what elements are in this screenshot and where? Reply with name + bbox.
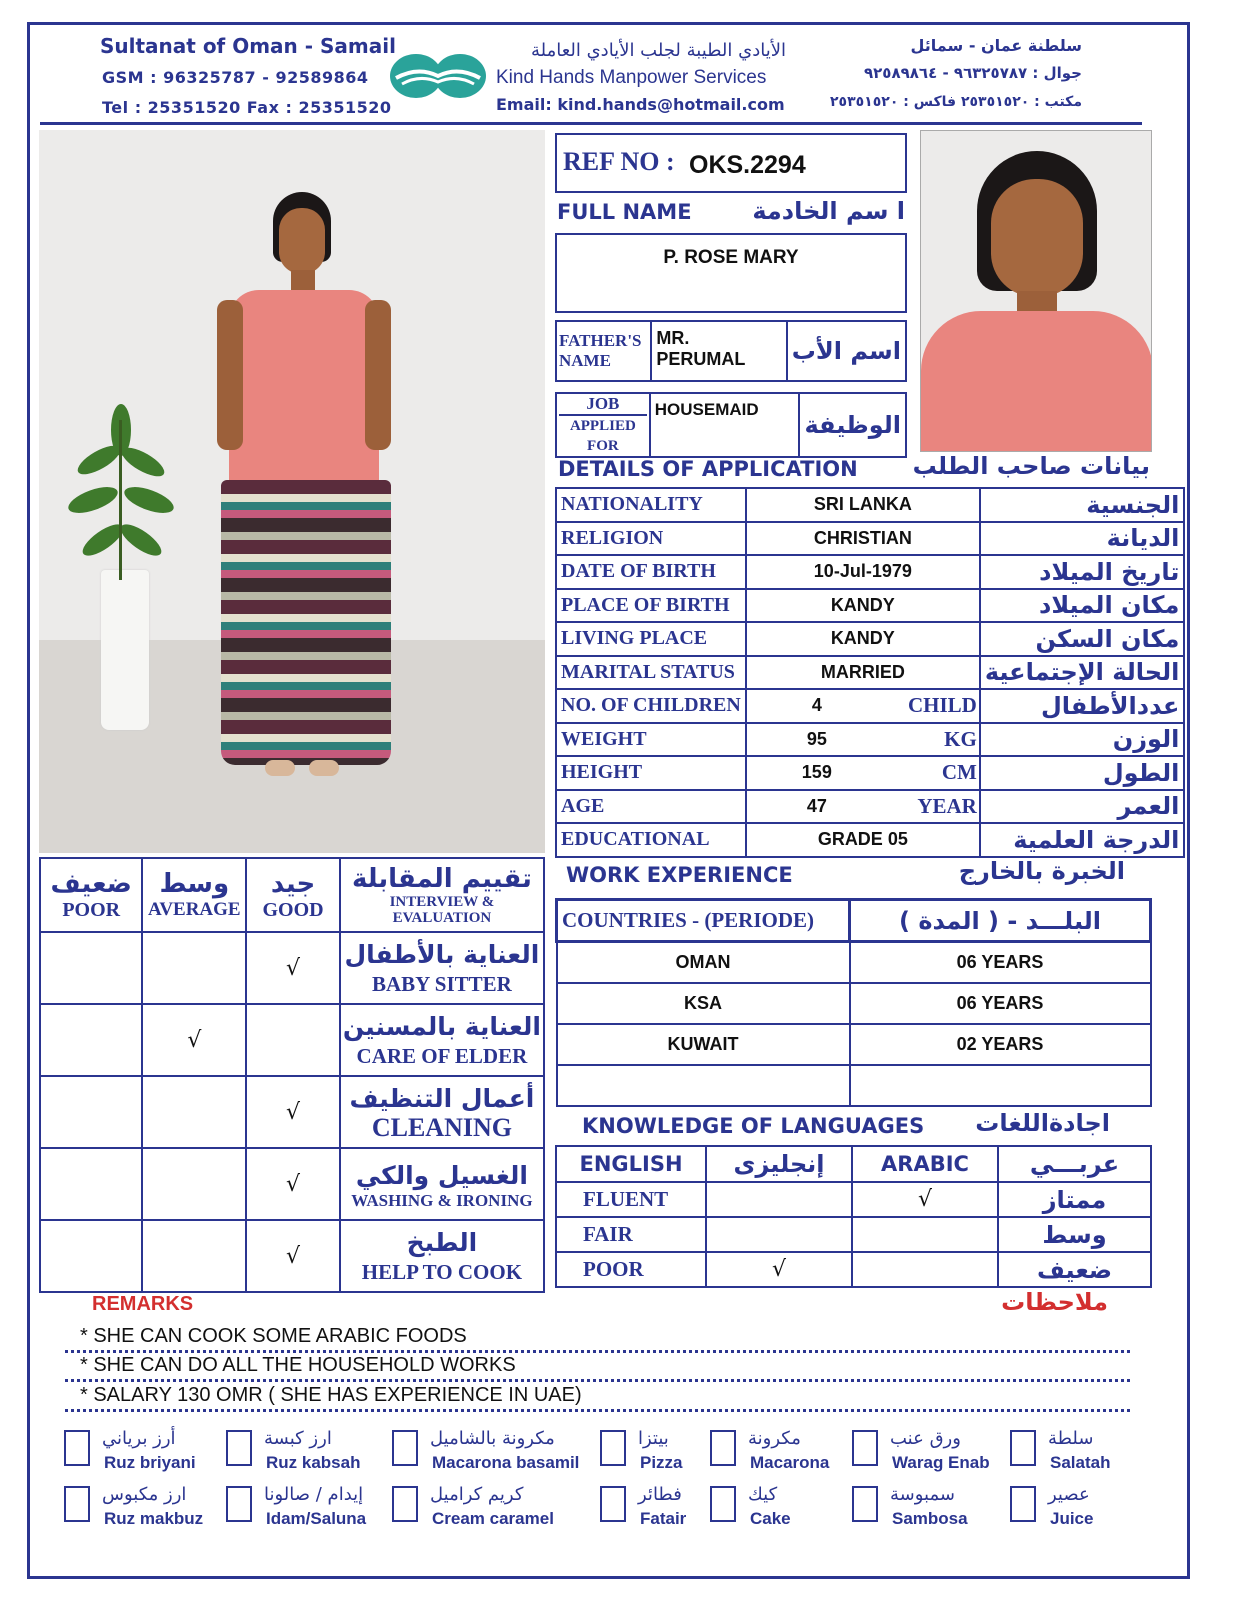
remark-divider [65, 1350, 1130, 1353]
eval-skill [340, 932, 544, 1004]
lang-arabic-mark: √ [852, 1182, 998, 1217]
work-period: 02 YEARS [850, 1024, 1151, 1065]
details-row [556, 555, 1184, 589]
remarks-label-ar: ملاحظات [1001, 1288, 1108, 1316]
details-value: GRADE 05 [746, 823, 980, 857]
kind-hands-logo [388, 52, 488, 100]
details-label-ar: تاريخ الميلاد [980, 555, 1185, 589]
food-checkbox[interactable] [1010, 1430, 1036, 1466]
details-unit: CM [941, 760, 977, 785]
details-label: HEIGHT [556, 756, 746, 790]
evaluation-table [39, 857, 545, 1293]
header-email: Email: kind.hands@hotmail.com [496, 95, 785, 114]
food-checkbox[interactable] [600, 1430, 626, 1466]
eval-poor-mark [40, 1148, 142, 1220]
lang-arabic-ar: عربـــي [998, 1146, 1151, 1182]
details-row [556, 756, 1184, 790]
portrait-photo [920, 130, 1152, 452]
languages-title-ar: اجادةاللغات [975, 1109, 1110, 1137]
eval-skill-ar: أعمال التنظيف [349, 1084, 535, 1113]
eval-poor-mark [40, 932, 142, 1004]
food-checkbox[interactable] [600, 1486, 626, 1522]
details-label: WEIGHT [556, 723, 746, 757]
food-name-ar: كيك [748, 1484, 778, 1505]
lang-level-ar: ضعيف [998, 1252, 1151, 1287]
evaluation-row [40, 1148, 544, 1220]
food-checkbox[interactable] [852, 1430, 878, 1466]
father-table [555, 320, 907, 382]
job-label-ar: الوظيفة [799, 393, 906, 457]
full-body-photo [39, 130, 545, 853]
details-label: RELIGION [556, 522, 746, 556]
food-name-ar: مكرونة [748, 1428, 801, 1449]
languages-header-row [556, 1146, 1151, 1182]
eval-skill-en: BABY SITTER [371, 972, 512, 996]
details-value: 47 [806, 795, 827, 816]
details-label: EDUCATIONAL [556, 823, 746, 857]
food-name-en: Juice [1050, 1509, 1094, 1528]
details-row [556, 656, 1184, 690]
work-row [557, 942, 1151, 983]
details-row [556, 522, 1184, 556]
details-value: MARRIED [746, 656, 980, 690]
food-checkbox[interactable] [392, 1486, 418, 1522]
food-name-en: Macarona basamil [432, 1453, 580, 1472]
eval-good-mark: √ [246, 932, 340, 1004]
work-country: KSA [557, 983, 850, 1024]
work-col-en: COUNTRIES - (PERIODE) [557, 900, 850, 942]
header-en-title: Sultanat of Oman - Samail [100, 34, 396, 58]
remark-line: * SALARY 130 OMR ( SHE HAS EXPERIENCE IN UAE) [80, 1384, 582, 1406]
remark-divider [65, 1409, 1130, 1412]
header-divider [40, 122, 1142, 125]
details-label-ar: الوزن [980, 723, 1185, 757]
lang-english-mark [706, 1182, 852, 1217]
food-name-en: Macarona [750, 1453, 830, 1472]
food-checkbox[interactable] [64, 1430, 90, 1466]
food-name-ar: ارز كبسة [264, 1428, 332, 1449]
food-name-en: Ruz kabsah [266, 1453, 361, 1472]
food-checkbox[interactable] [710, 1486, 736, 1522]
header-ar-title: سلطنة عمان - سمائل [910, 36, 1082, 55]
eval-skill-en: WASHING & IRONING [351, 1190, 533, 1210]
lang-level-ar: وسط [998, 1217, 1151, 1252]
food-name-en: Ruz briyani [104, 1453, 196, 1472]
food-name-ar: مكرونة بالشاميل [430, 1428, 555, 1449]
food-name-ar: بيتزا [638, 1428, 669, 1449]
food-name-ar: ارز مكبوس [102, 1484, 187, 1505]
languages-table [555, 1145, 1152, 1288]
father-label: FATHER'S NAME [556, 321, 651, 381]
details-value-cell [746, 689, 980, 723]
work-period: 06 YEARS [850, 983, 1151, 1024]
details-row [556, 689, 1184, 723]
details-label-ar: الدرجة العلمية [980, 823, 1185, 857]
details-row [556, 488, 1184, 522]
details-value: 10-Jul-1979 [746, 555, 980, 589]
details-label: DATE OF BIRTH [556, 555, 746, 589]
eval-header-average: وسط AVERAGE [142, 858, 246, 932]
eval-good-mark: √ [246, 1220, 340, 1292]
details-label: MARITAL STATUS [556, 656, 746, 690]
eval-poor-mark [40, 1220, 142, 1292]
header-tel: Tel : 25351520 Fax : 25351520 [102, 98, 392, 117]
evaluation-row [40, 1076, 544, 1148]
details-value: CHRISTIAN [746, 522, 980, 556]
food-name-ar: سمبوسة [890, 1484, 955, 1505]
eval-header-good: جيد GOOD [246, 858, 340, 932]
languages-title: KNOWLEDGE OF LANGUAGES [582, 1114, 925, 1138]
details-label: NATIONALITY [556, 488, 746, 522]
evaluation-header-row [40, 858, 544, 932]
work-period [850, 1065, 1151, 1106]
work-period: 06 YEARS [850, 942, 1151, 983]
full-name-label: FULL NAME [557, 200, 692, 224]
details-value-cell [746, 723, 980, 757]
food-checkbox[interactable] [710, 1430, 736, 1466]
details-label-ar: العمر [980, 790, 1185, 824]
header-gsm: GSM : 96325787 - 92589864 [102, 68, 369, 87]
work-title: WORK EXPERIENCE [566, 863, 793, 887]
details-label-ar: مكان السكن [980, 622, 1185, 656]
food-name-en: Warag Enab [892, 1453, 990, 1472]
eval-skill-ar: العناية بالمسنين [342, 1012, 541, 1041]
header-ar-tel: مكتب : ٢٥٣٥١٥٢٠ فاكس : ٢٥٣٥١٥٢٠ [830, 94, 1082, 110]
eval-average-mark [142, 1148, 246, 1220]
details-value-cell [746, 790, 980, 824]
lang-english-mark [706, 1217, 852, 1252]
work-title-ar: الخبرة بالخارج [958, 857, 1125, 885]
remarks-label: REMARKS [92, 1293, 194, 1315]
lang-level: POOR [556, 1252, 706, 1287]
eval-average-mark [142, 1220, 246, 1292]
ref-value: OKS.2294 [689, 151, 806, 179]
food-name-ar: أرز برياني [102, 1428, 176, 1449]
details-table [555, 487, 1185, 858]
lang-level-ar: ممتاز [998, 1182, 1151, 1217]
lang-level: FAIR [556, 1217, 706, 1252]
language-row [556, 1252, 1151, 1287]
father-label-ar: اسم الأب [787, 321, 906, 381]
details-value: 95 [806, 728, 827, 749]
food-name-en: Cream caramel [432, 1509, 554, 1528]
details-label: PLACE OF BIRTH [556, 589, 746, 623]
food-name-ar: كريم كراميل [430, 1484, 524, 1505]
food-name-ar: فطائر [638, 1484, 682, 1505]
evaluation-row [40, 932, 544, 1004]
eval-average-mark [142, 932, 246, 1004]
food-name-en: Cake [750, 1509, 791, 1528]
work-row [557, 983, 1151, 1024]
remark-line: * SHE CAN DO ALL THE HOUSEHOLD WORKS [80, 1354, 516, 1376]
evaluation-row [40, 1220, 544, 1292]
eval-skill [340, 1004, 544, 1076]
father-value: MR. PERUMAL [651, 321, 786, 381]
header-ar-gsm: جوال : ٩٦٣٢٥٧٨٧ - ٩٢٥٨٩٨٦٤ [864, 64, 1082, 82]
food-name-ar: عصير [1048, 1484, 1090, 1505]
eval-skill-ar: العناية بالأطفال [344, 940, 540, 969]
job-table [555, 392, 907, 458]
eval-good-mark: √ [246, 1148, 340, 1220]
food-name-ar: ورق عنب [890, 1428, 961, 1449]
details-label: LIVING PLACE [556, 622, 746, 656]
details-row [556, 823, 1184, 857]
details-value-cell [746, 756, 980, 790]
eval-poor-mark [40, 1004, 142, 1076]
food-checkbox[interactable] [226, 1430, 252, 1466]
food-name-en: Idam/Saluna [266, 1509, 367, 1528]
food-checkbox[interactable] [392, 1430, 418, 1466]
remark-line: * SHE CAN COOK SOME ARABIC FOODS [80, 1325, 467, 1347]
food-name-en: Pizza [640, 1453, 683, 1472]
details-label-ar: الحالة الإجتماعية [980, 656, 1185, 690]
details-value: KANDY [746, 622, 980, 656]
work-row [557, 1065, 1151, 1106]
food-name-en: Ruz makbuz [104, 1509, 204, 1528]
eval-header-poor: ضعيف POOR [40, 858, 142, 932]
language-row [556, 1217, 1151, 1252]
work-table [555, 898, 1152, 1107]
lang-arabic-en: ARABIC [852, 1146, 998, 1182]
lang-arabic-mark [852, 1252, 998, 1287]
food-checkbox[interactable] [852, 1486, 878, 1522]
food-name-en: Salatah [1050, 1453, 1111, 1472]
work-country [557, 1065, 850, 1106]
details-value: 159 [801, 762, 832, 783]
evaluation-row [40, 1004, 544, 1076]
eval-average-mark: √ [142, 1004, 246, 1076]
eval-skill [340, 1076, 544, 1148]
eval-skill-en: CARE OF ELDER [356, 1044, 528, 1068]
full-name-value: P. ROSE MARY [663, 247, 799, 268]
food-checkbox[interactable] [226, 1486, 252, 1522]
eval-skill-en: HELP TO COOK [361, 1260, 523, 1284]
eval-skill-ar: الطبخ [406, 1228, 478, 1257]
eval-good-mark: √ [246, 1076, 340, 1148]
food-name-en: Sambosa [892, 1509, 968, 1528]
food-checkbox[interactable] [1010, 1486, 1036, 1522]
eval-poor-mark [40, 1076, 142, 1148]
lang-level: FLUENT [556, 1182, 706, 1217]
full-name-box [555, 233, 907, 313]
details-label-ar: الجنسية [980, 488, 1185, 522]
details-value: SRI LANKA [746, 488, 980, 522]
work-col-ar: البلـــد - ( المدة ) [850, 900, 1151, 942]
details-title: DETAILS OF APPLICATION [558, 457, 858, 481]
language-row [556, 1182, 1151, 1217]
details-row [556, 589, 1184, 623]
eval-skill-ar: الغسيل والكي [355, 1160, 528, 1190]
details-label-ar: عددالأطفال [980, 689, 1185, 723]
details-row [556, 622, 1184, 656]
food-name-ar: سلطة [1048, 1428, 1094, 1449]
lang-english-ar: إنجليزى [706, 1146, 852, 1182]
food-name-ar: إيدام / صالونا [264, 1484, 364, 1505]
full-name-label-ar: ا سم الخادمة [752, 197, 905, 225]
details-label: AGE [556, 790, 746, 824]
details-value: KANDY [746, 589, 980, 623]
details-value: 4 [811, 695, 822, 716]
header-company-en: Kind Hands Manpower Services [496, 67, 767, 88]
work-row [557, 1024, 1151, 1065]
ref-box [555, 133, 907, 193]
food-name-en: Fatair [640, 1509, 687, 1528]
lang-english-en: ENGLISH [556, 1146, 706, 1182]
eval-skill-en: CLEANING [371, 1113, 512, 1142]
details-label: NO. OF CHILDREN [556, 689, 746, 723]
job-value: HOUSEMAID [650, 393, 800, 457]
job-label: JOB APPLIED FOR [556, 393, 650, 457]
eval-good-mark [246, 1004, 340, 1076]
work-header-row [557, 900, 1151, 942]
work-country: OMAN [557, 942, 850, 983]
header-company-ar: الأيادي الطيبة لجلب الأيادي العاملة [530, 40, 786, 61]
details-unit: CHILD [907, 693, 977, 718]
details-unit: KG [944, 726, 977, 751]
details-label-ar: الديانة [980, 522, 1185, 556]
details-label-ar: الطول [980, 756, 1185, 790]
details-row [556, 790, 1184, 824]
work-country: KUWAIT [557, 1024, 850, 1065]
details-label-ar: مكان الميلاد [980, 589, 1185, 623]
details-title-ar: بيانات صاحب الطلب [912, 452, 1150, 480]
lang-english-mark: √ [706, 1252, 852, 1287]
food-checkbox[interactable] [64, 1486, 90, 1522]
eval-skill [340, 1148, 544, 1220]
ref-label: REF NO : [563, 147, 675, 176]
remark-divider [65, 1379, 1130, 1382]
lang-arabic-mark [852, 1217, 998, 1252]
details-row [556, 723, 1184, 757]
eval-header-interview: تقييم المقابلة INTERVIEW & EVALUATION [340, 858, 544, 932]
eval-skill [340, 1220, 544, 1292]
eval-average-mark [142, 1076, 246, 1148]
details-unit: YEAR [917, 793, 977, 818]
